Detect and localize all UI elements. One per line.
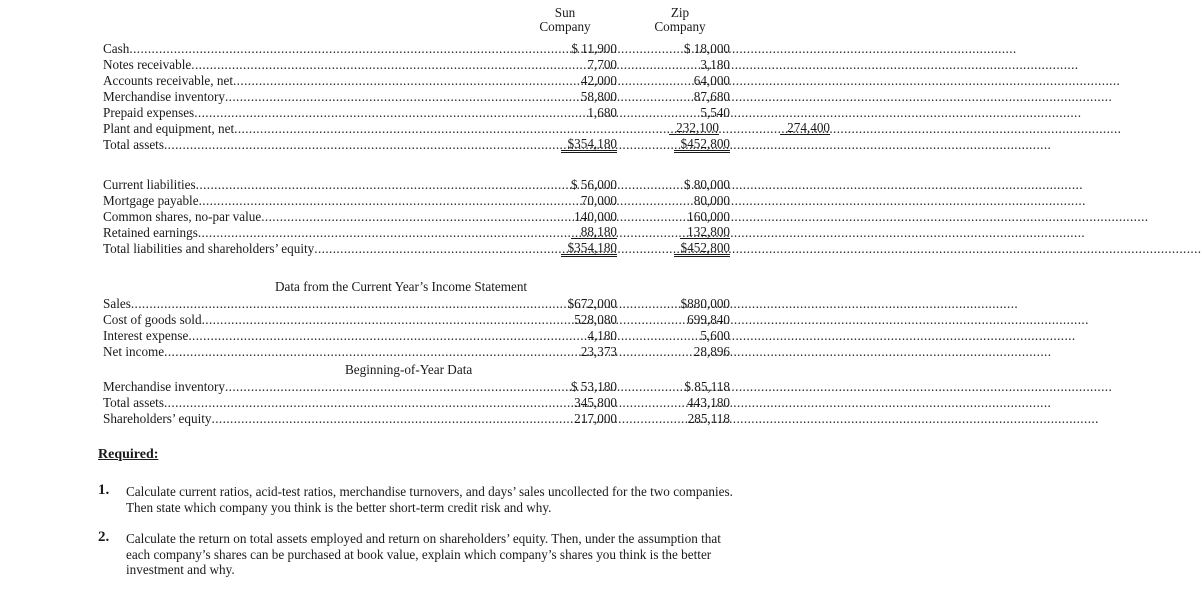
zip-value: 80,000 <box>693 193 730 208</box>
sun-value-underlined: 88,180 <box>571 225 617 239</box>
zip-value: 699,840 <box>687 312 730 327</box>
row-label: Interest expense ..... <box>103 328 491 343</box>
row-label: Current liabilities ..... <box>103 177 491 192</box>
sun-value: $ 11,900 <box>571 41 617 56</box>
zip-value: 5,600 <box>700 328 730 343</box>
zip-value-underlined: 132,800 <box>680 225 730 239</box>
sun-value: $ 56,000 <box>570 177 617 192</box>
row-label: Merchandise inventory ..... <box>103 379 491 394</box>
sun-header-line1: Sun <box>554 5 576 20</box>
zip-value: $880,000 <box>680 296 730 311</box>
zip-value: 28,896 <box>693 344 730 359</box>
sun-value: 217,000 <box>574 411 617 426</box>
question-text: Calculate current ratios, acid-test ratios, merchandise turnovers, and days’ sales uncollected for the two companies. Then state which company you think is the better short-term credit risk and why. <box>126 484 733 515</box>
row-label: Retained earnings ..... <box>103 225 491 240</box>
zip-value: 87,680 <box>693 89 730 104</box>
sun-value: 140,000 <box>574 209 617 224</box>
sun-value: 528,080 <box>574 312 617 327</box>
sun-value: 70,000 <box>580 193 617 208</box>
row-label: Common shares, no-par value ..... <box>103 209 491 224</box>
sun-value: 58,800 <box>580 89 617 104</box>
zip-value-underlined: 274,400 <box>780 121 830 135</box>
sun-total: $354,180 <box>561 137 617 153</box>
zip-company-header <box>645 6 715 34</box>
row-label: Mortgage payable ..... <box>103 193 491 208</box>
row-label: Net income ..... <box>103 344 491 359</box>
sun-value: 1,680 <box>587 105 617 120</box>
sun-company-header <box>530 6 600 34</box>
question-number: 1. <box>98 482 110 498</box>
sun-value: 345,800 <box>574 395 617 410</box>
sun-value: $ 53,180 <box>570 379 617 394</box>
row-label: Cash ..... <box>103 41 491 56</box>
row-label: Accounts receivable, net ..... <box>103 73 491 88</box>
zip-value: $ 80,000 <box>683 177 730 192</box>
zip-value: 160,000 <box>687 209 730 224</box>
question-text: Calculate the return on total assets employed and return on shareholders’ equity. Then, under the assumption that each company’s shares can be purchased at book value, explain which company’s shares you think is the better investment and why. <box>126 531 721 577</box>
zip-total: $452,800 <box>674 137 730 153</box>
zip-value: 285,118 <box>687 411 730 426</box>
zip-header-line2: Company <box>654 19 706 34</box>
sun-value: 23,373 <box>580 344 617 359</box>
row-label: Total assets ..... <box>103 395 491 410</box>
beginning-section-title: Beginning-of-Year Data <box>345 362 473 377</box>
row-label: Prepaid expenses ..... <box>103 105 491 120</box>
sun-total: $354,180 <box>561 241 617 257</box>
sun-value: 4,180 <box>587 328 617 343</box>
row-label: Sales ..... <box>103 296 491 311</box>
zip-value: 5,540 <box>700 105 730 120</box>
row-label: Shareholders’ equity ..... <box>103 411 491 426</box>
sun-value: $672,000 <box>567 296 617 311</box>
sun-header-line2: Company <box>539 19 591 34</box>
sun-value-underlined: 232,100 <box>669 121 719 135</box>
row-label: Cost of goods sold ..... <box>103 312 491 327</box>
zip-value: 443,180 <box>687 395 730 410</box>
question-number: 2. <box>98 529 110 545</box>
zip-value: 3,180 <box>700 57 730 72</box>
income-section-title: Data from the Current Year’s Income Statement <box>275 279 528 294</box>
sun-value: 7,700 <box>587 57 617 72</box>
zip-value: $ 85,118 <box>684 379 730 394</box>
required-heading: Required: <box>98 447 159 462</box>
zip-total: $452,800 <box>674 241 730 257</box>
row-label: Total assets ..... <box>103 137 491 152</box>
row-label: Total liabilities and shareholders’ equity ..... <box>103 241 491 256</box>
row-label: Plant and equipment, net ..... <box>103 121 491 136</box>
sun-value: 42,000 <box>580 73 617 88</box>
row-label: Merchandise inventory ..... <box>103 89 491 104</box>
row-label: Notes receivable ..... <box>103 57 491 72</box>
zip-header-line1: Zip <box>670 5 690 20</box>
zip-value: 64,000 <box>693 73 730 88</box>
zip-value: $ 18,000 <box>683 41 730 56</box>
